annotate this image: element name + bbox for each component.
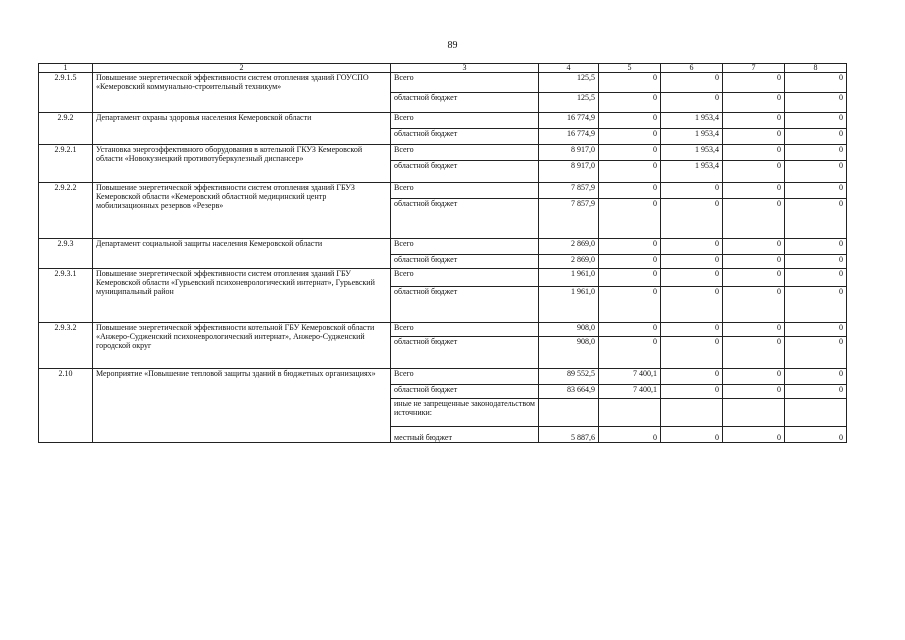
amount-cell: [661, 399, 723, 427]
funding-source: областной бюджет: [391, 93, 539, 113]
item-name: Департамент охраны здоровья населения Кемеровской области: [93, 113, 391, 145]
amount-cell: 125,5: [539, 73, 599, 93]
amount-cell: 0: [723, 369, 785, 385]
table-row: [39, 113, 847, 129]
funding-source: Всего: [391, 269, 539, 287]
amount-cell: 0: [723, 145, 785, 161]
funding-source: Всего: [391, 113, 539, 129]
amount-cell: 908,0: [539, 323, 599, 337]
amount-cell: 0: [723, 129, 785, 145]
amount-cell: 1 961,0: [539, 287, 599, 323]
item-name: Повышение энергетической эффективности котельной ГБУ Кемеровской области «Анжеро-Судженский психоневрологический интернат», Анжеро-Судженский городской округ: [93, 323, 391, 369]
amount-cell: 0: [599, 427, 661, 443]
amount-cell: 8 917,0: [539, 145, 599, 161]
item-code: 2.9.2.2: [39, 183, 93, 239]
amount-cell: 83 664,9: [539, 385, 599, 399]
amount-cell: 0: [723, 161, 785, 183]
amount-cell: 0: [723, 239, 785, 255]
amount-cell: 0: [723, 255, 785, 269]
funding-source: Всего: [391, 183, 539, 199]
amount-cell: 0: [661, 239, 723, 255]
amount-cell: 0: [599, 287, 661, 323]
header-cell: 4: [539, 64, 599, 73]
item-code: 2.9.3: [39, 239, 93, 269]
amount-cell: 7 857,9: [539, 183, 599, 199]
amount-cell: 0: [599, 145, 661, 161]
amount-cell: 89 552,5: [539, 369, 599, 385]
amount-cell: 0: [661, 73, 723, 93]
amount-cell: 0: [785, 269, 847, 287]
amount-cell: 0: [599, 113, 661, 129]
funding-source: Всего: [391, 323, 539, 337]
item-name: Повышение энергетической эффективности систем отопления зданий ГОУСПО «Кемеровский коммунально-строительный техникум»: [93, 73, 391, 113]
amount-cell: 0: [785, 337, 847, 369]
amount-cell: 0: [723, 337, 785, 369]
amount-cell: 0: [785, 113, 847, 129]
amount-cell: 0: [599, 183, 661, 199]
amount-cell: 1 953,4: [661, 129, 723, 145]
item-code: 2.9.1.5: [39, 73, 93, 113]
amount-cell: [723, 399, 785, 427]
item-code: 2.10: [39, 369, 93, 443]
amount-cell: 0: [599, 255, 661, 269]
amount-cell: 0: [599, 93, 661, 113]
funding-source: областной бюджет: [391, 385, 539, 399]
item-code: 2.9.3.2: [39, 323, 93, 369]
amount-cell: 0: [723, 269, 785, 287]
item-name: Повышение энергетической эффективности систем отопления зданий ГБУ Кемеровской области «Гурьевский психоневрологический интернат», Гурьевский муниципальный район: [93, 269, 391, 323]
amount-cell: 0: [785, 427, 847, 443]
table-row: [39, 239, 847, 255]
amount-cell: 0: [723, 183, 785, 199]
page-number: 89: [447, 40, 458, 51]
amount-cell: 0: [661, 337, 723, 369]
amount-cell: 5 887,6: [539, 427, 599, 443]
amount-cell: 0: [723, 113, 785, 129]
header-cell: 3: [391, 64, 539, 73]
funding-source: Всего: [391, 73, 539, 93]
amount-cell: 0: [785, 93, 847, 113]
amount-cell: 2 869,0: [539, 239, 599, 255]
header-row: [39, 64, 847, 73]
amount-cell: 0: [785, 385, 847, 399]
amount-cell: 0: [723, 427, 785, 443]
amount-cell: 0: [785, 161, 847, 183]
funding-source: областной бюджет: [391, 337, 539, 369]
funding-source: областной бюджет: [391, 199, 539, 239]
amount-cell: 0: [661, 369, 723, 385]
amount-cell: 0: [661, 287, 723, 323]
amount-cell: 1 953,4: [661, 113, 723, 129]
amount-cell: 8 917,0: [539, 161, 599, 183]
amount-cell: [785, 399, 847, 427]
table-row: [39, 183, 847, 199]
header-cell: 8: [785, 64, 847, 73]
table-row: [39, 369, 847, 385]
amount-cell: 0: [723, 385, 785, 399]
amount-cell: 908,0: [539, 337, 599, 369]
funding-source: областной бюджет: [391, 129, 539, 145]
header-cell: 6: [661, 64, 723, 73]
table-row: [39, 145, 847, 161]
amount-cell: 0: [661, 323, 723, 337]
amount-cell: 0: [661, 269, 723, 287]
amount-cell: 0: [723, 73, 785, 93]
amount-cell: 0: [785, 369, 847, 385]
amount-cell: 0: [723, 323, 785, 337]
amount-cell: 0: [661, 385, 723, 399]
header-cell: 2: [93, 64, 391, 73]
funding-source: Всего: [391, 369, 539, 385]
amount-cell: 0: [785, 323, 847, 337]
amount-cell: 2 869,0: [539, 255, 599, 269]
amount-cell: 0: [599, 73, 661, 93]
item-code: 2.9.2: [39, 113, 93, 145]
amount-cell: 1 953,4: [661, 161, 723, 183]
amount-cell: 0: [785, 199, 847, 239]
amount-cell: 0: [785, 239, 847, 255]
amount-cell: 0: [785, 73, 847, 93]
amount-cell: 0: [723, 287, 785, 323]
funding-source: областной бюджет: [391, 161, 539, 183]
amount-cell: [539, 399, 599, 427]
amount-cell: 0: [723, 93, 785, 113]
funding-source: областной бюджет: [391, 287, 539, 323]
amount-cell: 0: [599, 199, 661, 239]
table-body: [39, 64, 847, 443]
amount-cell: 0: [723, 199, 785, 239]
amount-cell: 0: [661, 427, 723, 443]
amount-cell: 0: [661, 199, 723, 239]
amount-cell: 0: [599, 239, 661, 255]
table-row: [39, 269, 847, 287]
funding-source: Всего: [391, 239, 539, 255]
amount-cell: 0: [661, 183, 723, 199]
amount-cell: 0: [785, 145, 847, 161]
item-name: Департамент социальной защиты населения Кемеровской области: [93, 239, 391, 269]
header-cell: 7: [723, 64, 785, 73]
item-name: Повышение энергетической эффективности систем отопления зданий ГБУЗ Кемеровской области «Кемеровский областной медицинский центр мобилизационных резервов «Резерв»: [93, 183, 391, 239]
funding-source: областной бюджет: [391, 255, 539, 269]
amount-cell: 0: [599, 323, 661, 337]
amount-cell: 0: [661, 255, 723, 269]
amount-cell: 16 774,9: [539, 129, 599, 145]
amount-cell: 0: [785, 255, 847, 269]
amount-cell: 0: [661, 93, 723, 113]
amount-cell: 0: [599, 269, 661, 287]
item-name: Установка энергоэффективного оборудования в котельной ГКУЗ Кемеровской области «Новокузнецкий противотуберкулезный диспансер»: [93, 145, 391, 183]
item-code: 2.9.2.1: [39, 145, 93, 183]
item-code: 2.9.3.1: [39, 269, 93, 323]
funding-source: Всего: [391, 145, 539, 161]
amount-cell: 0: [599, 129, 661, 145]
table-row: [39, 73, 847, 93]
budget-table: [38, 63, 847, 443]
header-cell: 5: [599, 64, 661, 73]
amount-cell: 0: [785, 183, 847, 199]
amount-cell: 1 961,0: [539, 269, 599, 287]
amount-cell: 7 400,1: [599, 385, 661, 399]
funding-source: иные не запрещенные законодательством источники:: [391, 399, 539, 427]
table-row: [39, 323, 847, 337]
funding-source: местный бюджет: [391, 427, 539, 443]
amount-cell: 7 857,9: [539, 199, 599, 239]
amount-cell: 16 774,9: [539, 113, 599, 129]
amount-cell: 0: [785, 287, 847, 323]
header-cell: 1: [39, 64, 93, 73]
amount-cell: 0: [785, 129, 847, 145]
amount-cell: [599, 399, 661, 427]
amount-cell: 1 953,4: [661, 145, 723, 161]
amount-cell: 125,5: [539, 93, 599, 113]
item-name: Мероприятие «Повышение тепловой защиты зданий в бюджетных организациях»: [93, 369, 391, 443]
amount-cell: 0: [599, 337, 661, 369]
amount-cell: 0: [599, 161, 661, 183]
amount-cell: 7 400,1: [599, 369, 661, 385]
